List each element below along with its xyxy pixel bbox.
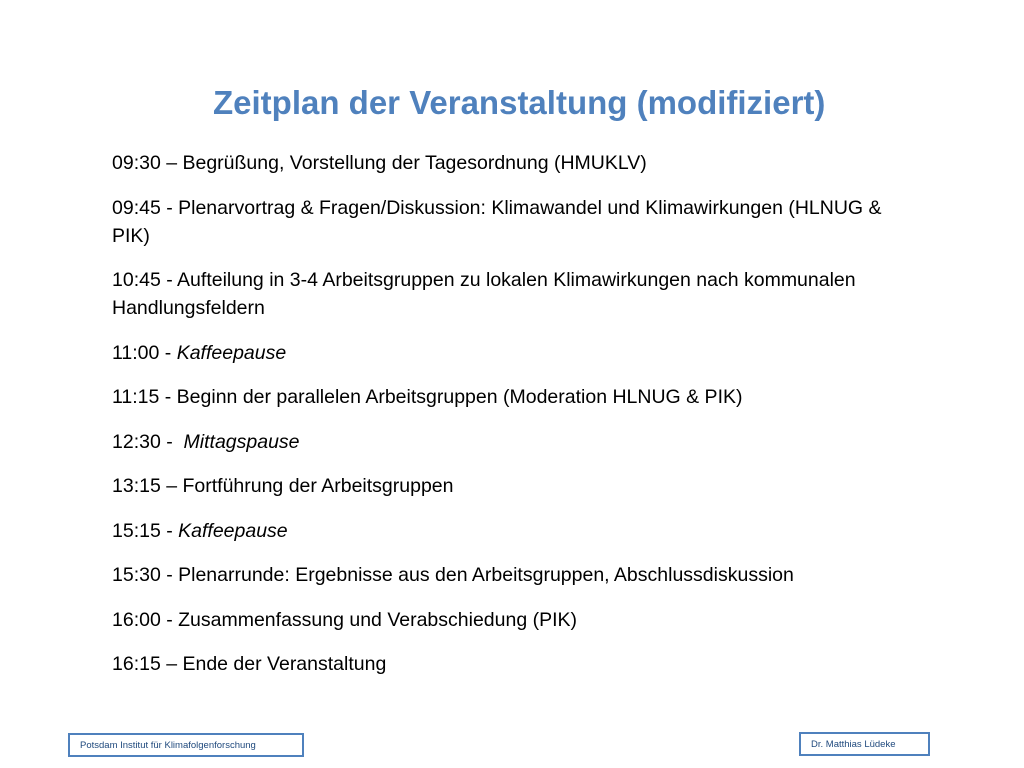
agenda-item-text: 11:15 - Beginn der parallelen Arbeitsgruppen (Moderation HLNUG & PIK)	[112, 386, 743, 408]
agenda-item-text: 10:45 - Aufteilung in 3-4 Arbeitsgruppen zu lokalen Klimawirkungen nach kommunalen Handlungsfeldern	[112, 269, 856, 319]
agenda-item-text: 16:00 - Zusammenfassung und Verabschiedung (PIK)	[112, 608, 578, 631]
footer-institute-text: Potsdam Institut für Klimafolgenforschung	[80, 739, 256, 751]
agenda-item-1230	[112, 428, 912, 456]
agenda-item-text: 13:15 – Fortführung der Arbeitsgruppen	[112, 475, 454, 497]
agenda-item-break-label: Kaffeepause	[178, 519, 288, 542]
agenda-item-1115	[112, 383, 912, 411]
agenda-item-1600	[112, 606, 912, 634]
agenda-item-text: 09:30 – Begrüßung, Vorstellung der Tagesordnung (HMUKLV)	[112, 152, 647, 174]
agenda-item-0930	[112, 149, 912, 177]
agenda-item-1515	[112, 517, 912, 545]
agenda-list	[112, 149, 912, 695]
agenda-item-text: 09:45 - Plenarvortrag & Fragen/Diskussion: Klimawandel und Klimawirkungen (HLNUG & PIK)	[112, 196, 882, 247]
agenda-item-text: 16:15 – Ende der Veranstaltung	[112, 653, 387, 675]
agenda-item-break-label: Mittagspause	[183, 430, 300, 453]
agenda-item-text: 15:30 - Plenarrunde: Ergebnisse aus den Arbeitsgruppen, Abschlussdiskussion	[112, 564, 794, 586]
agenda-item-1100	[112, 339, 912, 367]
slide-title: Zeitplan der Veranstaltung (modifiziert)	[213, 84, 826, 121]
agenda-item-0945	[112, 194, 912, 250]
agenda-item-1615	[112, 650, 912, 678]
agenda-item-1530	[112, 561, 912, 589]
agenda-item-1315	[112, 472, 912, 500]
agenda-item-1045	[112, 266, 912, 322]
footer-author-box	[799, 732, 930, 756]
footer-institute-box	[68, 733, 304, 757]
agenda-item-time: 12:30 -	[112, 430, 184, 453]
agenda-item-break-label: Kaffeepause	[176, 341, 287, 364]
agenda-item-time: 15:15 -	[112, 519, 179, 542]
footer-author-text: Dr. Matthias Lüdeke	[811, 738, 896, 750]
agenda-item-time: 11:00 -	[112, 341, 177, 364]
